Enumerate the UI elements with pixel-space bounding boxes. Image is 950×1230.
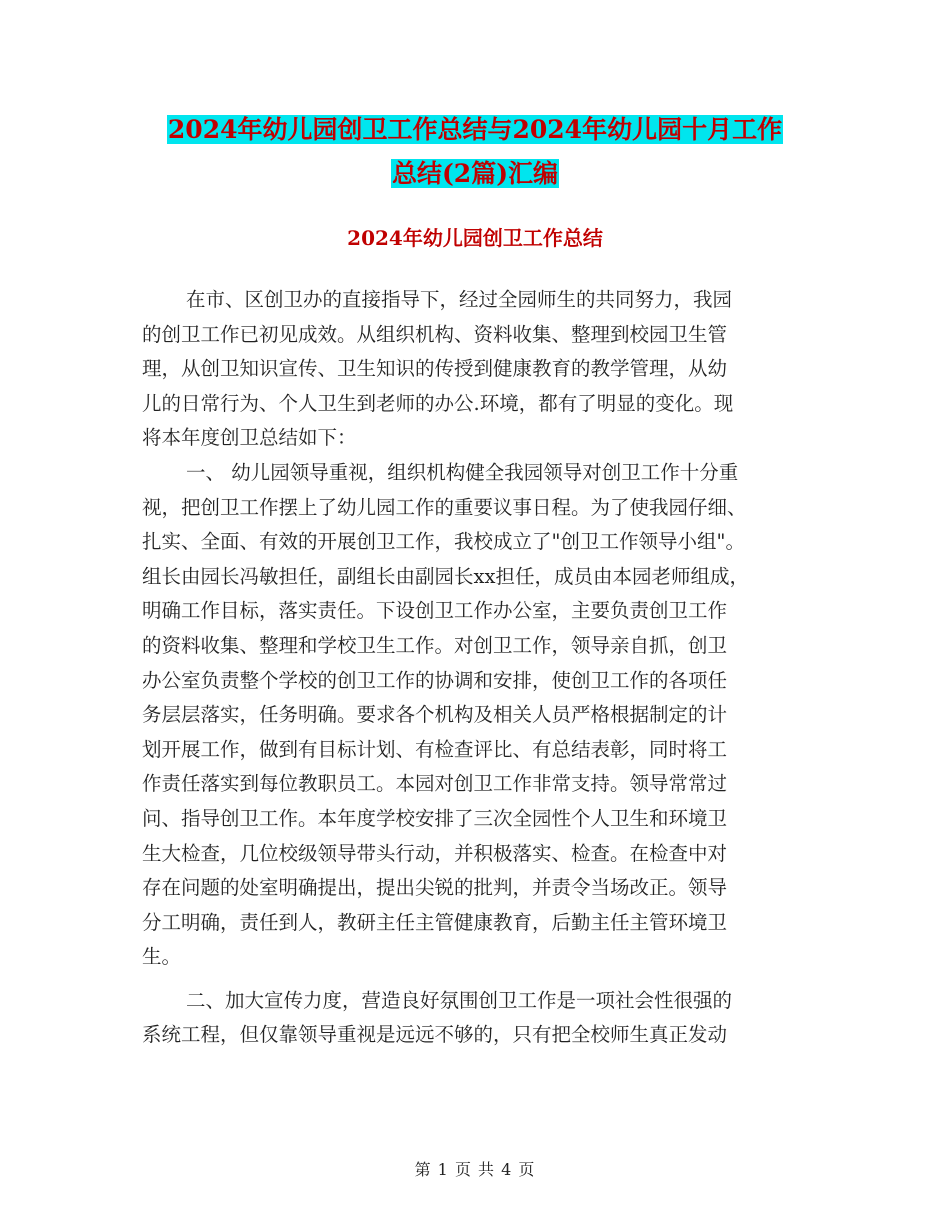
paragraph-line: 系统工程，但仅靠领导重视是远远不够的，只有把全校师生真正发动 <box>142 1023 728 1047</box>
paragraph-line: 组长由园长冯敏担任，副组长由副园长xx担任，成员由本园老师组成， <box>142 564 749 588</box>
document-title-line-2: 总结(2篇)汇编 <box>391 159 559 188</box>
paragraph-line: 问、指导创卫工作。本年度学校安排了三次全园性个人卫生和环境卫 <box>142 806 728 830</box>
document-title-line-1: 2024年幼儿园创卫工作总结与2024年幼儿园十月工作 <box>167 115 783 144</box>
paragraph-line: 理，从创卫知识宣传、卫生知识的传授到健康教育的教学管理，从幼 <box>142 357 728 381</box>
paragraph-line: 二、加大宣传力度，营造良好氛围创卫工作是一项社会性很强的 <box>186 988 733 1012</box>
paragraph-line: 划开展工作，做到有目标计划、有检查评比、有总结表彰，同时将工 <box>142 737 728 761</box>
paragraph-line: 办公室负责整个学校的创卫工作的协调和安排，使创卫工作的各项任 <box>142 668 728 692</box>
document-title <box>0 112 950 148</box>
section-heading: 2024年幼儿园创卫工作总结 <box>347 226 603 250</box>
paragraph-spacing <box>142 975 812 984</box>
paragraph-line: 一、 幼儿园领导重视，组织机构健全我园领导对创卫工作十分重 <box>186 460 739 484</box>
paragraph-line: 存在问题的处室明确提出，提出尖锐的批判，并责令当场改正。领导 <box>142 876 728 900</box>
paragraph-line: 视，把创卫工作摆上了幼儿园工作的重要议事日程。为了使我园仔细、 <box>142 495 747 519</box>
paragraph-line: 务层层落实，任务明确。要求各个机构及相关人员严格根据制定的计 <box>142 703 728 727</box>
paragraph-line: 在市、区创卫办的直接指导下，经过全园师生的共同努力，我园 <box>186 288 733 311</box>
paragraph-line: 明确工作目标，落实责任。下设创卫工作办公室，主要负责创卫工作 <box>142 599 728 623</box>
paragraph-line: 作责任落实到每位教职员工。本园对创卫工作非常支持。领导常常过 <box>142 772 728 796</box>
paragraph-line: 将本年度创卫总结如下： <box>142 426 357 450</box>
paragraph-line: 分工明确，责任到人，教研主任主管健康教育，后勤主任主管环境卫 <box>142 910 728 934</box>
paragraph-line: 扎实、全面、有效的开展创卫工作，我校成立了"创卫工作领导小组"。 <box>142 530 745 554</box>
paragraph-line: 生大检查，几位校级领导带头行动，并积极落实、检查。在检查中对 <box>142 841 728 865</box>
paragraph-line: 儿的日常行为、个人卫生到老师的办公.环境，都有了明显的变化。现 <box>142 391 734 415</box>
paragraph-line: 的创卫工作已初见成效。从组织机构、资料收集、整理到校园卫生管 <box>142 322 728 346</box>
paragraph-line: 生。 <box>142 945 182 969</box>
document-body <box>142 283 812 1053</box>
page-footer: 第 1 页 共 4 页 <box>414 1160 536 1179</box>
paragraph-line: 的资料收集、整理和学校卫生工作。对创卫工作，领导亲自抓，创卫 <box>142 633 728 657</box>
document-title-continued <box>0 156 950 192</box>
